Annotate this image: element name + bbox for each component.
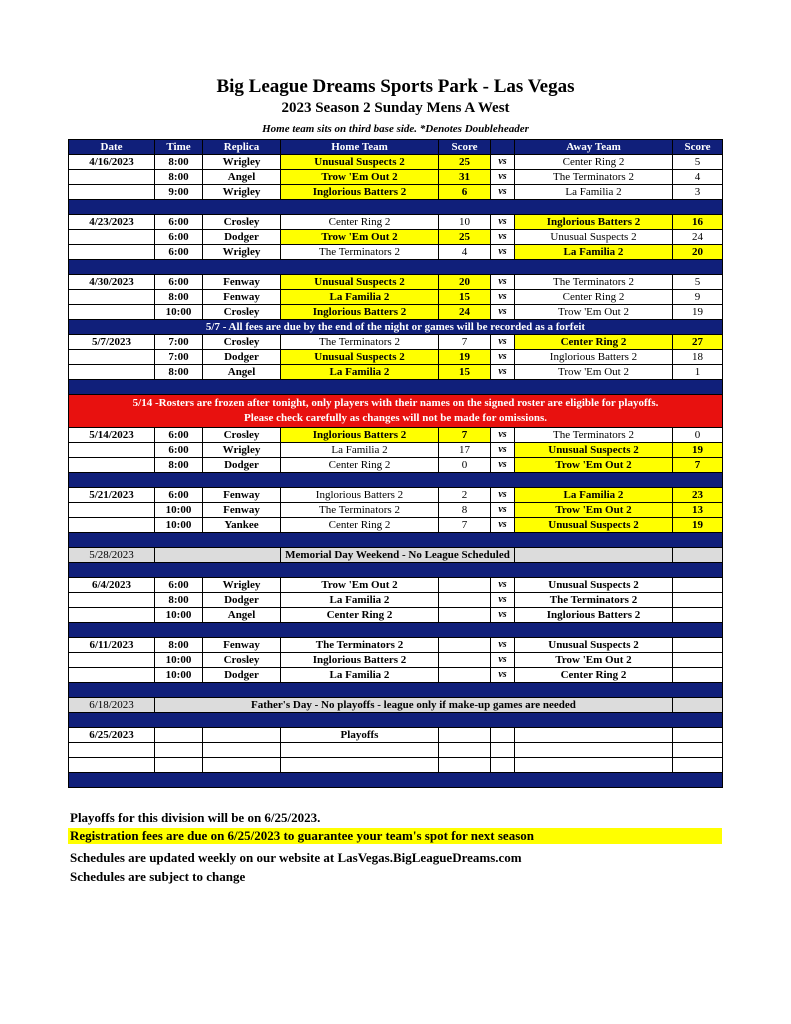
game-row	[69, 503, 723, 518]
vs-cell	[491, 758, 515, 773]
game-row	[69, 518, 723, 533]
home-score-cell: 7	[439, 335, 491, 350]
fees-notice: 5/7 - All fees are due by the end of the night or games will be recorded as a forfeit	[69, 320, 723, 335]
replica-cell	[203, 743, 281, 758]
home-team-note: Home team sits on third base side. *Denotes Doubleheader	[262, 123, 529, 135]
vs-cell: vs	[491, 443, 515, 458]
column-header-date: Date	[69, 140, 155, 155]
separator-row	[69, 713, 723, 728]
home-team-cell: Center Ring 2	[281, 518, 439, 533]
vs-cell: vs	[491, 275, 515, 290]
away-score-cell	[673, 728, 723, 743]
separator-cell	[69, 380, 723, 395]
vs-cell: vs	[491, 518, 515, 533]
away-team-cell: Center Ring 2	[515, 668, 673, 683]
home-score-cell: 19	[439, 350, 491, 365]
home-score-cell	[439, 638, 491, 653]
schedule-subtitle: 2023 Season 2 Sunday Mens A West	[281, 100, 510, 116]
date-cell	[69, 503, 155, 518]
page-title: Big League Dreams Sports Park - Las Vegas	[216, 76, 575, 97]
replica-cell: Dodger	[203, 593, 281, 608]
away-score-cell: 18	[673, 350, 723, 365]
column-header-vs	[491, 140, 515, 155]
game-row	[69, 653, 723, 668]
away-team-cell	[515, 743, 673, 758]
separator-cell	[69, 623, 723, 638]
home-team-cell: Trow 'Em Out 2	[281, 230, 439, 245]
replica-cell: Angel	[203, 608, 281, 623]
replica-cell	[203, 728, 281, 743]
replica-cell: Angel	[203, 365, 281, 380]
separator-row	[69, 260, 723, 275]
vs-cell: vs	[491, 335, 515, 350]
vs-cell	[491, 728, 515, 743]
away-team-cell: Trow 'Em Out 2	[515, 365, 673, 380]
date-cell	[69, 518, 155, 533]
column-header-home-team: Home Team	[281, 140, 439, 155]
away-team-cell: Unusual Suspects 2	[515, 443, 673, 458]
date-cell	[69, 290, 155, 305]
roster-notice-line: 5/14 -Rosters are frozen after tonight, only players with their names on the signed roster are eligible for playoffs.	[132, 397, 659, 409]
date-cell: 6/4/2023	[69, 578, 155, 593]
vs-cell: vs	[491, 458, 515, 473]
game-row	[69, 443, 723, 458]
time-cell: 10:00	[155, 653, 203, 668]
home-team-cell: The Terminators 2	[281, 335, 439, 350]
game-row	[69, 758, 723, 773]
away-score-cell: 3	[673, 185, 723, 200]
time-cell: 8:00	[155, 638, 203, 653]
vs-cell: vs	[491, 215, 515, 230]
home-score-cell: 25	[439, 155, 491, 170]
separator-row	[69, 773, 723, 788]
away-team-cell: Inglorious Batters 2	[515, 350, 673, 365]
home-score-cell	[439, 653, 491, 668]
replica-cell: Wrigley	[203, 245, 281, 260]
vs-cell: vs	[491, 653, 515, 668]
time-cell	[155, 743, 203, 758]
replica-cell: Dodger	[203, 230, 281, 245]
date-cell: 6/18/2023	[69, 698, 155, 713]
time-cell: 8:00	[155, 593, 203, 608]
time-cell: 7:00	[155, 335, 203, 350]
separator-row	[69, 683, 723, 698]
home-score-cell	[439, 728, 491, 743]
away-score-cell	[673, 593, 723, 608]
away-team-cell: Unusual Suspects 2	[515, 578, 673, 593]
replica-cell: Yankee	[203, 518, 281, 533]
time-cell: 6:00	[155, 428, 203, 443]
home-team-cell: The Terminators 2	[281, 638, 439, 653]
date-cell	[69, 365, 155, 380]
date-cell: 6/25/2023	[69, 728, 155, 743]
replica-cell: Dodger	[203, 668, 281, 683]
away-score-cell: 1	[673, 365, 723, 380]
separator-cell	[69, 473, 723, 488]
replica-cell: Wrigley	[203, 578, 281, 593]
game-row	[69, 350, 723, 365]
time-cell: 6:00	[155, 443, 203, 458]
column-header-away-score: Score	[673, 140, 723, 155]
holiday-row	[69, 698, 723, 713]
vs-cell	[491, 743, 515, 758]
away-score-cell: 13	[673, 503, 723, 518]
separator-row	[69, 200, 723, 215]
away-score-cell: 20	[673, 245, 723, 260]
fees-notice-row	[69, 320, 723, 335]
time-cell: 7:00	[155, 350, 203, 365]
home-score-cell: 7	[439, 518, 491, 533]
holiday-note: Father's Day - No playoffs - league only if make-up games are needed	[155, 698, 673, 713]
replica-cell: Fenway	[203, 488, 281, 503]
separator-row	[69, 473, 723, 488]
date-cell	[69, 668, 155, 683]
empty-cell	[155, 548, 281, 563]
away-team-cell: Inglorious Batters 2	[515, 215, 673, 230]
game-row	[69, 638, 723, 653]
home-team-cell: Playoffs	[281, 728, 439, 743]
game-row	[69, 305, 723, 320]
game-row	[69, 290, 723, 305]
home-score-cell: 4	[439, 245, 491, 260]
away-team-cell	[515, 728, 673, 743]
roster-notice-line: Please check carefully as changes will not be made for omissions.	[244, 412, 547, 424]
vs-cell: vs	[491, 503, 515, 518]
time-cell: 10:00	[155, 503, 203, 518]
vs-cell: vs	[491, 155, 515, 170]
away-score-cell	[673, 668, 723, 683]
home-score-cell: 7	[439, 428, 491, 443]
away-team-cell: Trow 'Em Out 2	[515, 305, 673, 320]
column-header-home-score: Score	[439, 140, 491, 155]
game-row	[69, 593, 723, 608]
game-row	[69, 335, 723, 350]
time-cell: 8:00	[155, 170, 203, 185]
away-team-cell: The Terminators 2	[515, 275, 673, 290]
replica-cell: Crosley	[203, 428, 281, 443]
separator-cell	[69, 260, 723, 275]
website-note: Schedules are updated weekly on our website at LasVegas.BigLeagueDreams.com	[70, 850, 522, 865]
home-score-cell: 15	[439, 365, 491, 380]
vs-cell: vs	[491, 290, 515, 305]
replica-cell: Dodger	[203, 458, 281, 473]
column-header-replica: Replica	[203, 140, 281, 155]
holiday-note: Memorial Day Weekend - No League Scheduled	[281, 548, 515, 563]
away-team-cell: The Terminators 2	[515, 593, 673, 608]
vs-cell: vs	[491, 185, 515, 200]
separator-row	[69, 380, 723, 395]
home-score-cell: 31	[439, 170, 491, 185]
home-score-cell: 25	[439, 230, 491, 245]
home-team-cell: Unusual Suspects 2	[281, 350, 439, 365]
date-cell	[69, 653, 155, 668]
home-score-cell: 17	[439, 443, 491, 458]
away-team-cell: Center Ring 2	[515, 290, 673, 305]
date-cell	[69, 305, 155, 320]
away-score-cell: 19	[673, 443, 723, 458]
replica-cell: Crosley	[203, 305, 281, 320]
time-cell: 10:00	[155, 518, 203, 533]
empty-cell	[673, 548, 723, 563]
away-score-cell	[673, 758, 723, 773]
away-team-cell: The Terminators 2	[515, 170, 673, 185]
separator-cell	[69, 773, 723, 788]
away-score-cell: 24	[673, 230, 723, 245]
date-cell	[69, 185, 155, 200]
holiday-row	[69, 548, 723, 563]
time-cell: 6:00	[155, 578, 203, 593]
away-team-cell: Center Ring 2	[515, 155, 673, 170]
time-cell: 6:00	[155, 275, 203, 290]
home-team-cell: Center Ring 2	[281, 608, 439, 623]
separator-row	[69, 623, 723, 638]
home-team-cell: Inglorious Batters 2	[281, 488, 439, 503]
date-cell: 5/21/2023	[69, 488, 155, 503]
vs-cell: vs	[491, 593, 515, 608]
date-cell	[69, 608, 155, 623]
time-cell: 8:00	[155, 155, 203, 170]
away-team-cell: Trow 'Em Out 2	[515, 653, 673, 668]
separator-cell	[69, 563, 723, 578]
away-team-cell: La Familia 2	[515, 488, 673, 503]
date-cell	[69, 350, 155, 365]
home-score-cell	[439, 578, 491, 593]
game-row	[69, 578, 723, 593]
home-team-cell: Unusual Suspects 2	[281, 275, 439, 290]
away-team-cell: Trow 'Em Out 2	[515, 503, 673, 518]
home-score-cell: 24	[439, 305, 491, 320]
date-cell: 4/30/2023	[69, 275, 155, 290]
header-row	[69, 140, 723, 155]
away-score-cell	[673, 653, 723, 668]
vs-cell: vs	[491, 365, 515, 380]
replica-cell	[203, 758, 281, 773]
home-team-cell	[281, 743, 439, 758]
away-score-cell: 4	[673, 170, 723, 185]
away-score-cell	[673, 638, 723, 653]
away-team-cell: Unusual Suspects 2	[515, 638, 673, 653]
game-row	[69, 458, 723, 473]
away-team-cell: Unusual Suspects 2	[515, 518, 673, 533]
time-cell: 6:00	[155, 215, 203, 230]
date-cell	[69, 245, 155, 260]
away-score-cell: 5	[673, 155, 723, 170]
time-cell: 6:00	[155, 230, 203, 245]
vs-cell: vs	[491, 245, 515, 260]
replica-cell: Angel	[203, 170, 281, 185]
home-team-cell: La Familia 2	[281, 668, 439, 683]
home-score-cell: 0	[439, 458, 491, 473]
game-row	[69, 668, 723, 683]
date-cell	[69, 758, 155, 773]
away-team-cell: La Familia 2	[515, 185, 673, 200]
date-cell: 5/28/2023	[69, 548, 155, 563]
game-row	[69, 245, 723, 260]
schedule-table	[68, 139, 723, 788]
home-score-cell: 20	[439, 275, 491, 290]
separator-cell	[69, 713, 723, 728]
replica-cell: Wrigley	[203, 155, 281, 170]
home-score-cell: 2	[439, 488, 491, 503]
vs-cell: vs	[491, 608, 515, 623]
vs-cell: vs	[491, 230, 515, 245]
vs-cell: vs	[491, 668, 515, 683]
date-cell: 5/7/2023	[69, 335, 155, 350]
column-header-away-team: Away Team	[515, 140, 673, 155]
home-score-cell: 10	[439, 215, 491, 230]
home-team-cell: La Familia 2	[281, 365, 439, 380]
game-row	[69, 428, 723, 443]
vs-cell: vs	[491, 488, 515, 503]
replica-cell: Wrigley	[203, 443, 281, 458]
away-score-cell: 19	[673, 305, 723, 320]
date-cell: 6/11/2023	[69, 638, 155, 653]
replica-cell: Fenway	[203, 638, 281, 653]
vs-cell: vs	[491, 638, 515, 653]
away-score-cell	[673, 743, 723, 758]
game-row	[69, 170, 723, 185]
date-cell	[69, 170, 155, 185]
separator-cell	[69, 200, 723, 215]
roster-notice-row	[69, 395, 723, 428]
date-cell	[69, 458, 155, 473]
replica-cell: Fenway	[203, 503, 281, 518]
away-score-cell: 7	[673, 458, 723, 473]
home-team-cell: La Familia 2	[281, 593, 439, 608]
date-cell	[69, 593, 155, 608]
game-row	[69, 743, 723, 758]
game-row	[69, 185, 723, 200]
home-score-cell: 6	[439, 185, 491, 200]
time-cell: 10:00	[155, 668, 203, 683]
separator-row	[69, 533, 723, 548]
empty-cell	[673, 698, 723, 713]
time-cell: 9:00	[155, 185, 203, 200]
home-team-cell: The Terminators 2	[281, 245, 439, 260]
home-team-cell: Trow 'Em Out 2	[281, 578, 439, 593]
home-team-cell: Unusual Suspects 2	[281, 155, 439, 170]
replica-cell: Fenway	[203, 275, 281, 290]
home-team-cell	[281, 758, 439, 773]
home-score-cell: 15	[439, 290, 491, 305]
away-team-cell: Center Ring 2	[515, 335, 673, 350]
roster-notice	[69, 395, 723, 428]
home-score-cell	[439, 743, 491, 758]
vs-cell: vs	[491, 578, 515, 593]
replica-cell: Crosley	[203, 215, 281, 230]
home-team-cell: The Terminators 2	[281, 503, 439, 518]
game-row	[69, 275, 723, 290]
replica-cell: Dodger	[203, 350, 281, 365]
home-team-cell: Inglorious Batters 2	[281, 428, 439, 443]
playoffs-note: Playoffs for this division will be on 6/25/2023.	[70, 810, 321, 825]
home-team-cell: Inglorious Batters 2	[281, 185, 439, 200]
game-row	[69, 230, 723, 245]
replica-cell: Crosley	[203, 335, 281, 350]
away-score-cell: 0	[673, 428, 723, 443]
home-score-cell	[439, 593, 491, 608]
home-score-cell	[439, 608, 491, 623]
game-row	[69, 608, 723, 623]
time-cell: 8:00	[155, 365, 203, 380]
home-team-cell: Trow 'Em Out 2	[281, 170, 439, 185]
game-row	[69, 488, 723, 503]
game-row	[69, 365, 723, 380]
away-score-cell: 9	[673, 290, 723, 305]
column-header-time: Time	[155, 140, 203, 155]
separator-cell	[69, 683, 723, 698]
time-cell: 10:00	[155, 305, 203, 320]
time-cell: 10:00	[155, 608, 203, 623]
vs-cell: vs	[491, 350, 515, 365]
away-team-cell	[515, 758, 673, 773]
change-note: Schedules are subject to change	[70, 869, 246, 884]
game-row	[69, 215, 723, 230]
home-team-cell: La Familia 2	[281, 290, 439, 305]
empty-cell	[515, 548, 673, 563]
time-cell: 8:00	[155, 458, 203, 473]
vs-cell: vs	[491, 305, 515, 320]
away-score-cell	[673, 608, 723, 623]
away-score-cell	[673, 578, 723, 593]
time-cell: 6:00	[155, 245, 203, 260]
separator-cell	[69, 533, 723, 548]
registration-note: Registration fees are due on 6/25/2023 to guarantee your team's spot for next season	[68, 828, 722, 844]
away-score-cell: 27	[673, 335, 723, 350]
home-team-cell: Inglorious Batters 2	[281, 305, 439, 320]
home-score-cell	[439, 758, 491, 773]
home-team-cell: Inglorious Batters 2	[281, 653, 439, 668]
game-row	[69, 155, 723, 170]
date-cell	[69, 230, 155, 245]
vs-cell: vs	[491, 428, 515, 443]
replica-cell: Crosley	[203, 653, 281, 668]
away-team-cell: Unusual Suspects 2	[515, 230, 673, 245]
time-cell	[155, 728, 203, 743]
time-cell	[155, 758, 203, 773]
date-cell	[69, 443, 155, 458]
home-score-cell: 8	[439, 503, 491, 518]
away-score-cell: 19	[673, 518, 723, 533]
away-team-cell: The Terminators 2	[515, 428, 673, 443]
home-team-cell: Center Ring 2	[281, 458, 439, 473]
date-cell: 4/23/2023	[69, 215, 155, 230]
time-cell: 6:00	[155, 488, 203, 503]
home-team-cell: La Familia 2	[281, 443, 439, 458]
replica-cell: Fenway	[203, 290, 281, 305]
replica-cell: Wrigley	[203, 185, 281, 200]
time-cell: 8:00	[155, 290, 203, 305]
vs-cell: vs	[491, 170, 515, 185]
home-score-cell	[439, 668, 491, 683]
separator-row	[69, 563, 723, 578]
away-score-cell: 5	[673, 275, 723, 290]
away-score-cell: 16	[673, 215, 723, 230]
away-team-cell: Trow 'Em Out 2	[515, 458, 673, 473]
date-cell	[69, 743, 155, 758]
away-score-cell: 23	[673, 488, 723, 503]
date-cell: 4/16/2023	[69, 155, 155, 170]
home-team-cell: Center Ring 2	[281, 215, 439, 230]
date-cell: 5/14/2023	[69, 428, 155, 443]
game-row	[69, 728, 723, 743]
away-team-cell: Inglorious Batters 2	[515, 608, 673, 623]
away-team-cell: La Familia 2	[515, 245, 673, 260]
